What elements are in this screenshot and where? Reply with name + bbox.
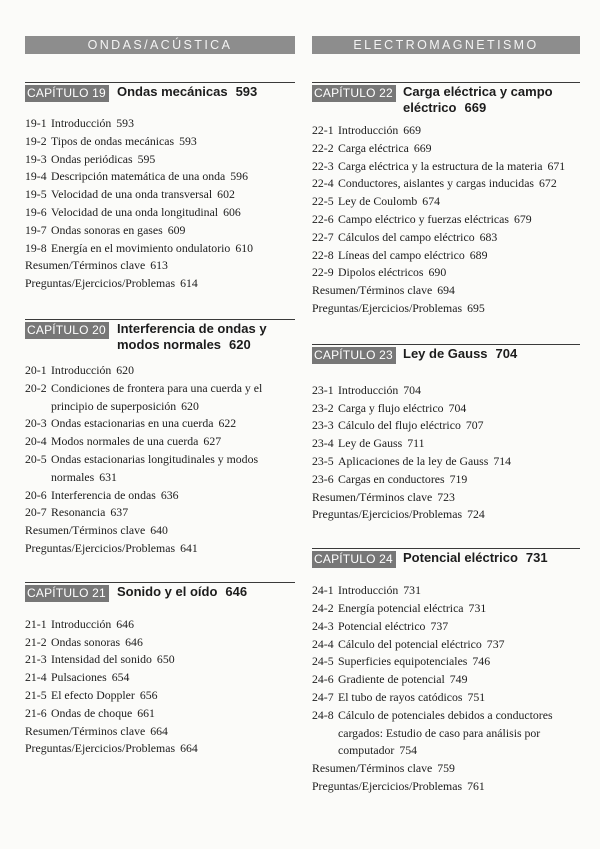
left-column (25, 36, 295, 758)
section-banner-left: ONDAS/ACÚSTICA (25, 36, 295, 54)
section-entry[interactable]: 19-3 Ondas periódicas 595 (25, 151, 156, 166)
section-entry[interactable]: 23-5 Aplicaciones de la ley de Gauss 714 (312, 453, 512, 468)
section-entry[interactable]: 24-3 Potencial eléctrico 737 (312, 618, 449, 633)
section-entry[interactable]: 19-7 Ondas sonoras en gases 609 (25, 222, 186, 237)
section-list (312, 122, 580, 282)
summary-entry[interactable]: Resumen/Términos clave 694 (312, 283, 455, 298)
chapter-badge: CAPÍTULO 24 (312, 551, 396, 568)
section-entry[interactable]: 21-1 Introducción 646 (25, 616, 134, 631)
chapter-23 (312, 344, 580, 524)
section-entry[interactable]: 24-7 El tubo de rayos catódicos 751 (312, 689, 486, 704)
questions-entry[interactable]: Preguntas/Ejercicios/Problemas 664 (25, 741, 198, 756)
chapter-21 (25, 582, 295, 758)
section-entry[interactable]: 22-3 Carga eléctrica y la estructura de la materia 671 (312, 158, 566, 173)
right-column (312, 36, 580, 796)
chapter-title[interactable]: Interferencia de ondas y modos normales 620 (117, 320, 267, 352)
chapter-page: 620 (229, 336, 251, 352)
section-entry[interactable]: 21-4 Pulsaciones 654 (25, 670, 130, 685)
section-entry[interactable]: 22-6 Campo eléctrico y fuerzas eléctricas 679 (312, 211, 532, 226)
section-entry[interactable]: 23-4 Ley de Gauss 711 (312, 436, 425, 451)
chapter-header (25, 319, 295, 359)
chapter-title[interactable]: Sonido y el oído 646 (117, 583, 248, 599)
questions-entry[interactable]: Preguntas/Ejercicios/Problemas 761 (312, 778, 485, 793)
section-entry[interactable]: 19-2 Tipos de ondas mecánicas 593 (25, 133, 197, 148)
section-entry[interactable]: 19-8 Energía en el movimiento ondulatorio 610 (25, 240, 254, 255)
chapter-page: 646 (225, 583, 248, 599)
section-entry[interactable]: 22-7 Cálculos del campo eléctrico 683 (312, 229, 498, 244)
section-list (25, 616, 295, 723)
chapter-header (312, 548, 580, 582)
section-entry[interactable]: 20-1 Introducción 620 (25, 362, 134, 377)
chapter-title[interactable]: Ondas mecánicas 593 (117, 84, 258, 99)
section-entry[interactable]: 20-2 Condiciones de frontera para una cuerda y el principio de superposición 620 (25, 380, 263, 413)
summary-entry[interactable]: Resumen/Términos clave 723 (312, 489, 455, 504)
section-entry[interactable]: 22-2 Carga eléctrica 669 (312, 140, 432, 155)
section-entry[interactable]: 24-1 Introducción 731 (312, 583, 421, 598)
section-list (25, 115, 295, 257)
questions-entry[interactable]: Preguntas/Ejercicios/Problemas 614 (25, 276, 198, 291)
section-entry[interactable]: 19-1 Introducción 593 (25, 116, 134, 130)
chapter-rule (312, 82, 580, 83)
chapter-rule (312, 548, 580, 549)
chapter-page: 669 (464, 100, 487, 115)
summary-entry[interactable]: Resumen/Términos clave 759 (312, 761, 455, 776)
chapter-20 (25, 319, 295, 558)
section-banner-right: ELECTROMAGNETISMO (312, 36, 580, 54)
chapter-header (25, 82, 295, 110)
chapter-badge: CAPÍTULO 22 (312, 85, 396, 102)
chapter-badge: CAPÍTULO 21 (25, 585, 109, 602)
section-entry[interactable]: 24-2 Energía potencial eléctrica 731 (312, 600, 487, 615)
section-entry[interactable]: 20-4 Modos normales de una cuerda 627 (25, 434, 222, 449)
questions-entry[interactable]: Preguntas/Ejercicios/Problemas 695 (312, 300, 485, 315)
chapter-24 (312, 548, 580, 796)
section-entry[interactable]: 23-6 Cargas en conductores 719 (312, 471, 468, 486)
section-entry[interactable]: 19-4 Descripción matemática de una onda 596 (25, 169, 248, 184)
section-entry[interactable]: 22-5 Ley de Coulomb 674 (312, 194, 440, 209)
section-entry[interactable]: 23-2 Carga y flujo eléctrico 704 (312, 400, 467, 415)
section-entry[interactable]: 24-6 Gradiente de potencial 749 (312, 672, 468, 687)
chapter-badge: CAPÍTULO 20 (25, 322, 109, 339)
section-list (25, 362, 295, 522)
summary-entry[interactable]: Resumen/Términos clave 640 (25, 523, 168, 538)
section-entry[interactable]: 20-5 Ondas estacionarias longitudinales y modos normales 631 (25, 451, 259, 484)
section-entry[interactable]: 21-6 Ondas de choque 661 (25, 705, 155, 720)
section-entry[interactable]: 24-5 Superficies equipotenciales 746 (312, 654, 491, 669)
chapter-badge: CAPÍTULO 23 (312, 347, 396, 364)
chapter-header (312, 82, 580, 122)
chapter-header (312, 344, 580, 378)
section-entry[interactable]: 24-8 Cálculo de potenciales debidos a conductores cargados: Estudio de caso para análisis por computador 754 (312, 707, 553, 758)
chapter-rule (25, 582, 295, 583)
section-entry[interactable]: 21-3 Intensidad del sonido 650 (25, 652, 175, 667)
chapter-title[interactable]: Ley de Gauss 704 (403, 345, 518, 361)
chapter-rule (312, 344, 580, 345)
section-entry[interactable]: 19-5 Velocidad de una onda transversal 602 (25, 187, 235, 202)
section-entry[interactable]: 20-6 Interferencia de ondas 636 (25, 487, 179, 502)
section-entry[interactable]: 22-1 Introducción 669 (312, 123, 421, 137)
chapter-title[interactable]: Carga eléctrica y campo eléctrico 669 (403, 84, 553, 115)
summary-entry[interactable]: Resumen/Términos clave 664 (25, 723, 168, 738)
section-entry[interactable]: 23-1 Introducción 704 (312, 382, 421, 397)
chapter-rule (25, 319, 295, 320)
chapter-19 (25, 82, 295, 293)
section-entry[interactable]: 22-8 Líneas del campo eléctrico 689 (312, 247, 488, 262)
section-entry[interactable]: 22-4 Conductores, aislantes y cargas inducidas 672 (312, 176, 557, 191)
section-entry[interactable]: 21-5 El efecto Doppler 656 (25, 687, 158, 702)
section-entry[interactable]: 19-6 Velocidad de una onda longitudinal 606 (25, 204, 241, 219)
chapter-header (25, 582, 295, 610)
section-list (312, 582, 580, 760)
chapter-badge: CAPÍTULO 19 (25, 85, 109, 102)
section-entry[interactable]: 23-3 Cálculo del flujo eléctrico 707 (312, 418, 484, 433)
section-list (312, 382, 580, 489)
chapter-22 (312, 82, 580, 318)
chapter-page: 704 (495, 345, 518, 361)
section-entry[interactable]: 20-7 Resonancia 637 (25, 505, 129, 520)
chapter-title[interactable]: Potencial eléctrico 731 (403, 550, 548, 566)
questions-entry[interactable]: Preguntas/Ejercicios/Problemas 724 (312, 507, 485, 522)
chapter-rule (25, 82, 295, 83)
questions-entry[interactable]: Preguntas/Ejercicios/Problemas 641 (25, 540, 198, 555)
chapter-page: 731 (525, 550, 548, 566)
section-entry[interactable]: 24-4 Cálculo del potencial eléctrico 737 (312, 636, 505, 651)
section-entry[interactable]: 22-9 Dipolos eléctricos 690 (312, 265, 447, 280)
section-entry[interactable]: 20-3 Ondas estacionarias en una cuerda 622 (25, 416, 237, 431)
chapter-page: 593 (235, 84, 258, 99)
summary-entry[interactable]: Resumen/Términos clave 613 (25, 258, 168, 273)
section-entry[interactable]: 21-2 Ondas sonoras 646 (25, 634, 143, 649)
